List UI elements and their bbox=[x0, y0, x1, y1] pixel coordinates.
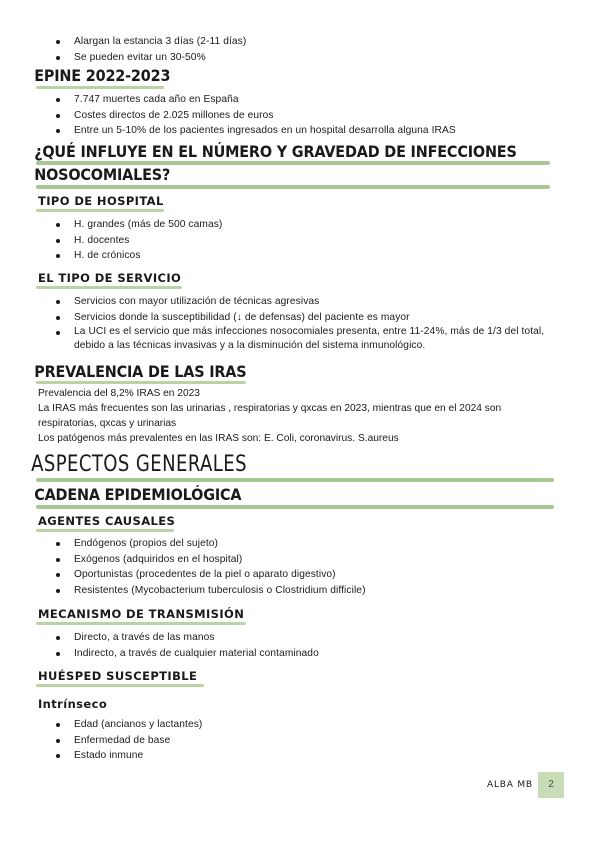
heading-underline bbox=[36, 684, 204, 687]
top-bullet-list bbox=[0, 34, 600, 65]
paragraph: Los patógenos más prevalentes en las IRAS son: E. Coli, coronavirus. S.aureus bbox=[38, 433, 399, 444]
list-item: Servicios con mayor utilización de técnicas agresivas bbox=[0, 294, 600, 310]
mecanismo-bullet-list bbox=[0, 630, 600, 661]
list-item: H. de crónicos bbox=[0, 248, 600, 264]
list-item: Endógenos (propios del sujeto) bbox=[0, 536, 600, 552]
epine-heading: EPINE 2022-2023 bbox=[34, 66, 171, 85]
prevalencia-heading: PREVALENCIA DE LAS IRAS bbox=[34, 362, 247, 381]
heading-underline bbox=[36, 185, 550, 189]
cadena-heading: CADENA EPIDEMIOLÓGICA bbox=[34, 485, 242, 504]
list-item: Costes directos de 2.025 millones de euros bbox=[0, 108, 600, 124]
list-item: Exógenos (adquiridos en el hospital) bbox=[0, 552, 600, 568]
influye-heading-line1: ¿QUÉ INFLUYE EN EL NÚMERO Y GRAVEDAD DE INFECCIONES bbox=[34, 142, 517, 161]
epine-bullet-list bbox=[0, 92, 600, 139]
list-item: Estado inmune bbox=[0, 748, 600, 764]
prevalencia-text bbox=[0, 386, 600, 446]
heading-underline bbox=[36, 505, 554, 509]
page-number-badge: 2 bbox=[538, 772, 564, 798]
list-item: Entre un 5-10% de los pacientes ingresados en un hospital desarrolla alguna IRAS bbox=[0, 123, 600, 139]
intrinseco-bullet-list bbox=[0, 717, 600, 764]
intrinseco-heading: Intrínseco bbox=[38, 697, 108, 711]
paragraph: La IRAS más frecuentes son las urinarias , respiratorias y qxcas en 2023, mientras que en el 2024 son respiratorias, qxcas y urinarias bbox=[38, 403, 502, 429]
tipo-servicio-heading: EL TIPO DE SERVICIO bbox=[38, 271, 182, 285]
tipo-hospital-bullet-list bbox=[0, 217, 600, 264]
mecanismo-heading: MECANISMO DE TRANSMISIÓN bbox=[38, 607, 245, 621]
aspectos-heading: ASPECTOS GENERALES bbox=[31, 452, 247, 477]
list-item: Indirecto, a través de cualquier material contaminado bbox=[0, 646, 600, 662]
heading-underline bbox=[36, 86, 164, 89]
huesped-heading: HUÉSPED SUSCEPTIBLE bbox=[38, 669, 198, 683]
heading-underline bbox=[36, 286, 182, 289]
list-item: Resistentes (Mycobacterium tuberculosis o Clostridium difficile) bbox=[0, 583, 600, 599]
tipo-servicio-bullet-list bbox=[0, 294, 600, 353]
list-item: H. grandes (más de 500 camas) bbox=[0, 217, 600, 233]
list-item: H. docentes bbox=[0, 233, 600, 249]
heading-underline bbox=[36, 622, 246, 625]
heading-underline bbox=[36, 478, 554, 482]
list-item: Se pueden evitar un 30-50% bbox=[0, 50, 600, 66]
list-item: Directo, a través de las manos bbox=[0, 630, 600, 646]
heading-underline bbox=[36, 209, 164, 212]
list-item: 7.747 muertes cada año en España bbox=[0, 92, 600, 108]
list-item: La UCI es el servicio que más infecciones nosocomiales presenta, entre 11-24%, más de 1/3 del total, debido a las técnicas invasivas y a la disminución del sistema inmunológico. bbox=[0, 325, 600, 353]
footer-author: ALBA MB bbox=[487, 780, 533, 790]
agentes-bullet-list bbox=[0, 536, 600, 598]
list-item: Edad (ancianos y lactantes) bbox=[0, 717, 600, 733]
heading-underline bbox=[36, 381, 246, 384]
list-item: Oportunistas (procedentes de la piel o aparato digestivo) bbox=[0, 567, 600, 583]
tipo-hospital-heading: TIPO DE HOSPITAL bbox=[38, 194, 164, 208]
heading-underline bbox=[36, 529, 174, 532]
influye-heading-line2: NOSOCOMIALES? bbox=[34, 165, 171, 184]
list-item: Alargan la estancia 3 días (2-11 días) bbox=[0, 34, 600, 50]
paragraph: Prevalencia del 8,2% IRAS en 2023 bbox=[38, 388, 200, 399]
agentes-heading: AGENTES CAUSALES bbox=[38, 514, 176, 528]
list-item: Enfermedad de base bbox=[0, 733, 600, 749]
list-item: Servicios donde la susceptibilidad (↓ de defensas) del paciente es mayor bbox=[0, 310, 600, 326]
